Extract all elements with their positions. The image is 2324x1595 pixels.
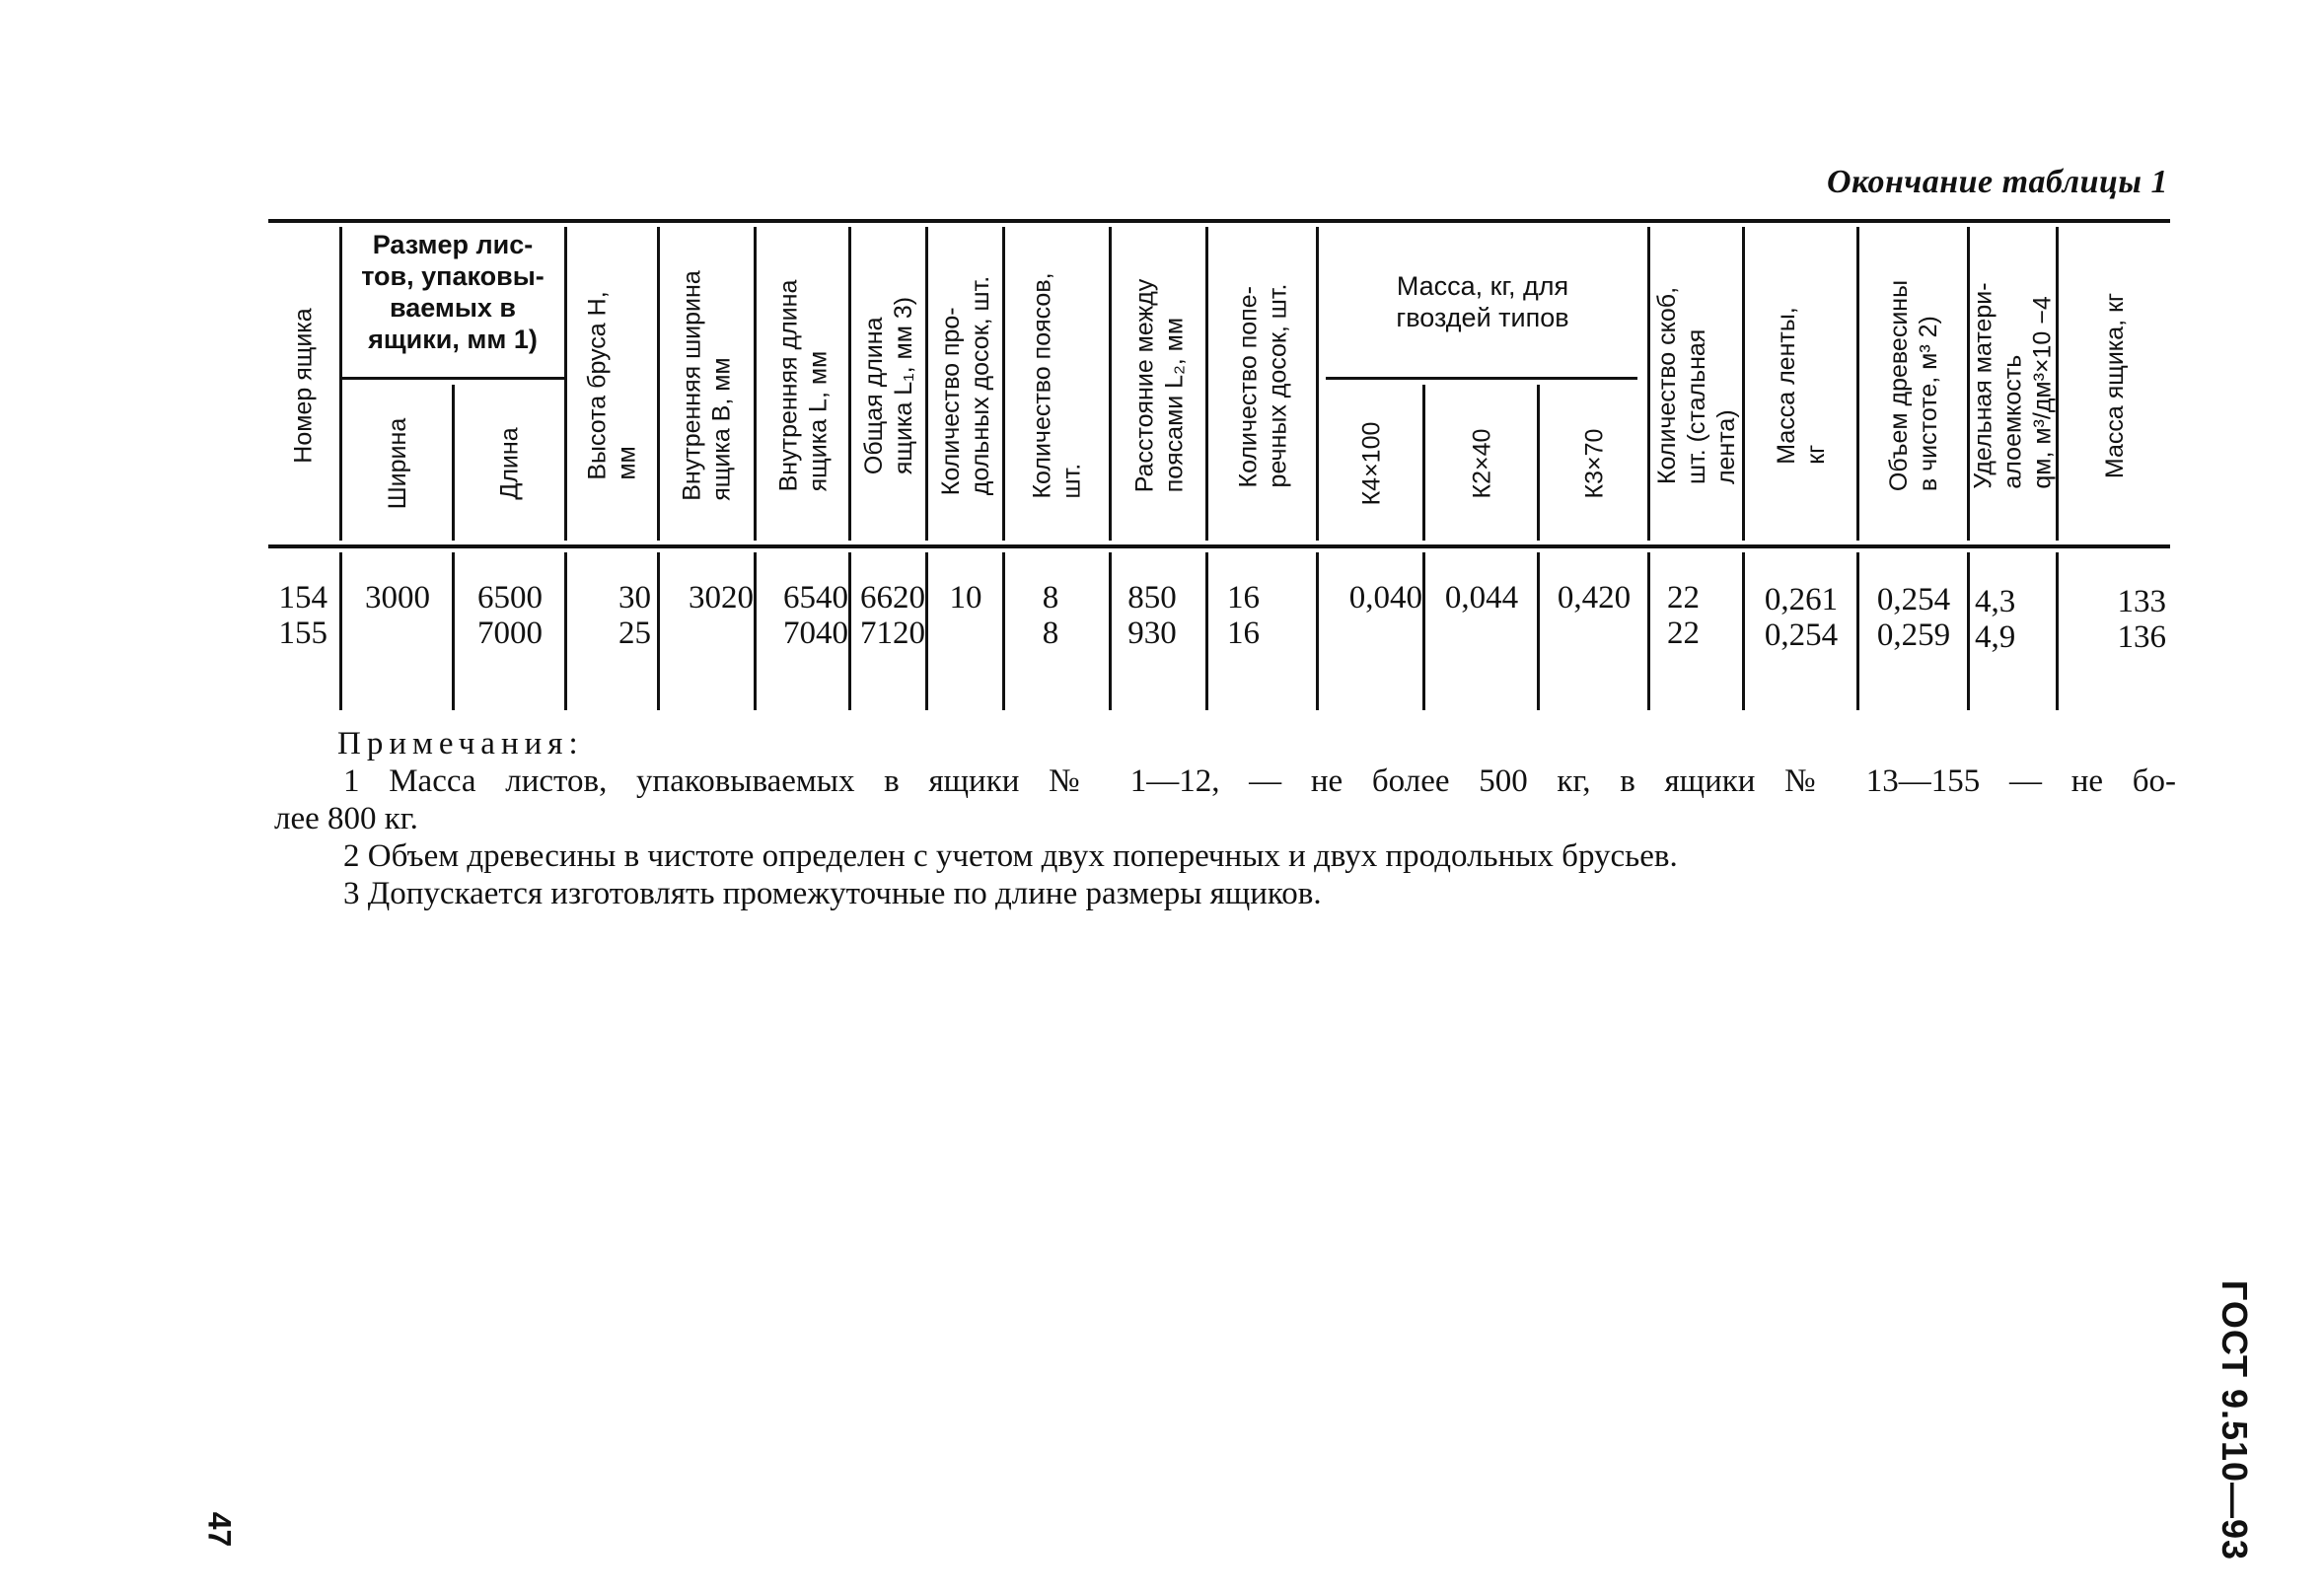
table-cell: 850: [1127, 580, 1177, 616]
col-divider: [1856, 227, 1859, 541]
col-divider: [1967, 552, 1970, 710]
col-divider: [925, 227, 928, 541]
col-divider: [1422, 385, 1425, 541]
table-header-bottom-rule: [268, 544, 2170, 548]
header-wood-volume: Объем древесины в чистоте, м³ 2): [1885, 279, 1943, 492]
table-cell: 16: [1227, 616, 1260, 651]
table-cell: 7040: [783, 616, 848, 651]
col-divider: [1742, 552, 1745, 710]
col-divider: [1742, 227, 1745, 541]
note-1-line-1: 1 Масса листов, упаковываемых в ящики № 1—12, — не более 500 кг, в ящики № 13—155 — не бо-: [343, 763, 2176, 799]
table-caption: Окончание таблицы 1: [1826, 164, 2168, 200]
table-cell: 0,261: [1764, 582, 1839, 617]
col-divider: [1205, 552, 1208, 710]
note-1-line-2: лее 800 кг.: [274, 801, 418, 836]
col-divider: [1316, 552, 1319, 710]
table-cell: 0,044: [1444, 580, 1519, 616]
header-inner-length: Внутренняя длина ящика L, мм: [774, 279, 833, 492]
table-cell: 0,040: [1348, 580, 1422, 616]
header-belt-spacing: Расстояние между поясами L₂, мм: [1130, 278, 1189, 493]
col-divider: [2056, 552, 2059, 710]
table-cell: 0,259: [1876, 617, 1951, 653]
header-box-no: Номер ящика: [290, 308, 318, 464]
page-number: 47: [201, 1511, 238, 1547]
table-notes: [274, 725, 2176, 912]
table-cell: 7000: [477, 616, 543, 651]
col-divider: [657, 552, 660, 710]
col-divider: [1205, 227, 1208, 541]
sheet-size-subrule: [341, 377, 564, 380]
header-k3x70: К3×70: [1580, 428, 1608, 499]
col-divider: [925, 552, 928, 710]
table-cell: 3020: [689, 580, 754, 616]
table-cell: 30: [618, 580, 651, 616]
header-sheet-size: Размер лис- тов, упаковы- ваемых в ящики, мм 1): [361, 230, 545, 354]
header-width: Ширина: [384, 417, 411, 510]
table-cell: 6500: [477, 580, 543, 616]
header-length: Длина: [495, 427, 524, 500]
table-top-rule: [268, 219, 2170, 223]
table-cell: 22: [1667, 616, 1700, 651]
header-k4x100: К4×100: [1357, 421, 1385, 506]
col-divider: [1316, 227, 1319, 541]
col-divider: [1422, 552, 1425, 710]
header-nails-mass: Масса, кг, для гвоздей типов: [1396, 271, 1569, 332]
header-total-length: Общая длина ящика L₁, мм 3): [860, 296, 918, 475]
header-belts: Количество поясов, шт.: [1029, 272, 1086, 499]
table-cell: 10: [949, 580, 982, 616]
col-divider: [754, 552, 757, 710]
col-divider: [1647, 227, 1650, 541]
col-divider: [848, 227, 851, 541]
col-divider: [339, 227, 342, 541]
data-table: [268, 219, 2170, 716]
header-beam-height: Высота бруса H, мм: [584, 291, 641, 480]
table-cell: 7120: [860, 616, 925, 651]
col-divider: [564, 227, 567, 541]
header-tape-mass: Масса ленты, кг: [1773, 307, 1830, 465]
col-divider: [1002, 552, 1005, 710]
col-divider: [1647, 552, 1650, 710]
table-cell: 8: [1042, 616, 1059, 651]
col-divider: [1856, 552, 1859, 710]
table-cell: 133: [2117, 584, 2166, 619]
table-cell: 22: [1667, 580, 1700, 616]
standard-code: ГОСТ 9.510—93: [2215, 1279, 2256, 1561]
header-material-intensity: Удельная матери- алоемкость qм, м³/дм³×10 −4: [1970, 282, 2057, 489]
table-cell: 930: [1127, 616, 1177, 651]
table-cell: 0,254: [1876, 582, 1951, 617]
table-cell: 4,9: [1975, 619, 2016, 655]
table-cell: 155: [278, 616, 327, 651]
table-cell: 0,420: [1557, 580, 1632, 616]
table-cell: 136: [2117, 619, 2166, 655]
header-inner-width: Внутренняя ширина ящика B, мм: [679, 270, 737, 501]
col-divider: [452, 552, 455, 710]
table-cell: 6620: [860, 580, 925, 616]
col-divider: [1537, 385, 1540, 541]
table-cell: 0,254: [1764, 617, 1839, 653]
col-divider: [1002, 227, 1005, 541]
table-cell: 6540: [783, 580, 848, 616]
col-divider: [1537, 552, 1540, 710]
col-divider: [339, 552, 342, 710]
header-long-boards: Количество про- дольных досок, шт.: [937, 275, 994, 496]
nails-subrule: [1326, 377, 1637, 380]
note-3: 3 Допускается изготовлять промежуточные по длине размеры ящиков.: [343, 876, 1322, 911]
table-cell: 3000: [365, 580, 430, 616]
header-box-mass: Масса ящика, кг: [2101, 292, 2129, 479]
col-divider: [657, 227, 660, 541]
table-cell: 154: [278, 580, 327, 616]
col-divider: [564, 552, 567, 710]
notes-title: Примечания:: [337, 726, 584, 761]
col-divider: [754, 227, 757, 541]
header-staples: Количество скоб, шт. (стальная лента): [1653, 286, 1740, 485]
table-cell: 8: [1042, 580, 1059, 616]
table-cell: 16: [1227, 580, 1260, 616]
table-cell: 4,3: [1975, 584, 2016, 619]
header-k2x40: К2×40: [1468, 428, 1495, 499]
col-divider: [1109, 227, 1112, 541]
note-2: 2 Объем древесины в чистоте определен с учетом двух поперечных и двух продольных брусьев.: [343, 838, 1678, 874]
table-cell: 25: [618, 616, 651, 651]
header-cross-boards: Количество попе- речных досок, шт.: [1234, 283, 1292, 488]
col-divider: [452, 385, 455, 541]
col-divider: [1109, 552, 1112, 710]
col-divider: [848, 552, 851, 710]
